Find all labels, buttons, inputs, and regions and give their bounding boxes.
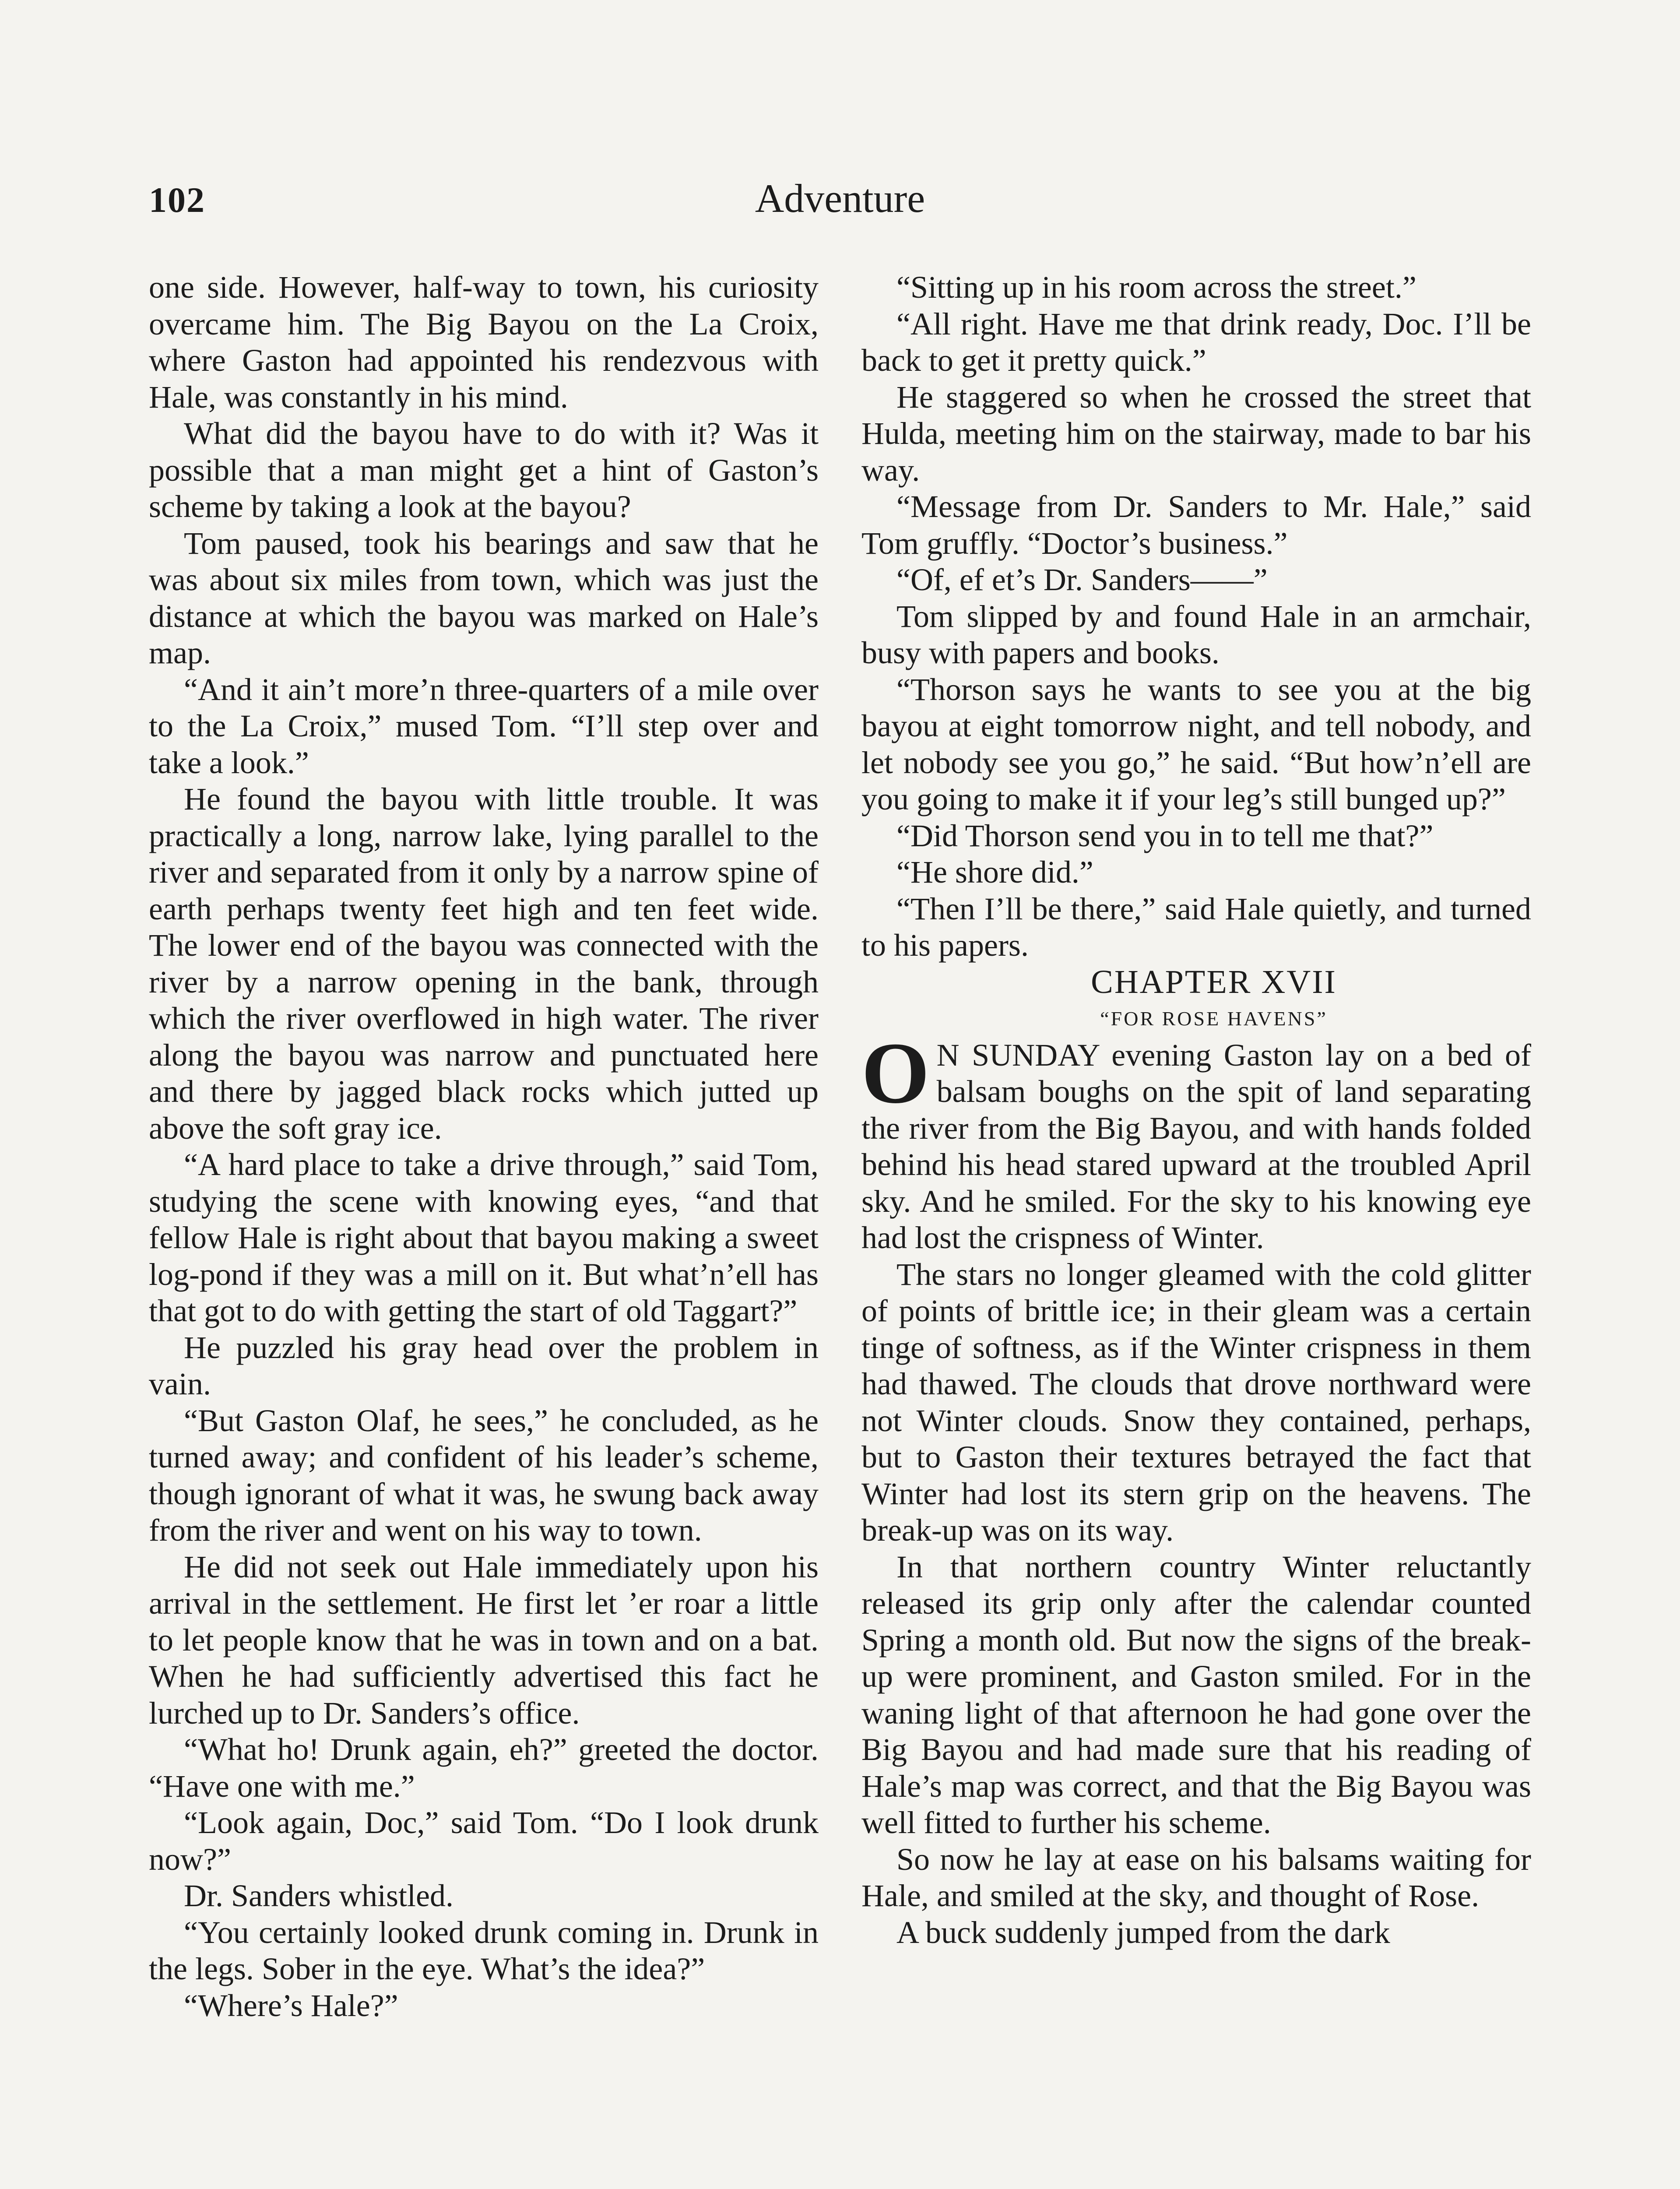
paragraph: one side. However, half-way to town, his curiosity overcame him. The Big Bayou on the La Croix, where Gaston had appointed his rendezvous with Hale, was constantly in his mind. <box>149 270 819 415</box>
paragraph: He did not seek out Hale immediately upon his arrival in the settlement. He first let ’er roar a little to let people know that he was in town and on a bat. When he had sufficiently advertised this fact he lurched up to Dr. Sanders’s office. <box>149 1549 819 1731</box>
left-column <box>149 269 819 2024</box>
paragraph: In that northern country Winter reluctantly released its grip only after the calendar counted Spring a month old. But now the signs of the break-up were prominent, and Gaston smiled. For in the waning light of that afternoon he had gone over the Big Bayou and had made sure that his reading of Hale’s map was correct, and that the Big Bayou was well fitted to further his scheme. <box>861 1549 1531 1840</box>
chapter-opening-paragraph <box>861 1024 1531 1256</box>
magazine-title: Adventure <box>755 176 925 221</box>
paragraph: “Sitting up in his room across the street.” <box>896 270 1416 305</box>
paragraph: “Of, ef et’s Dr. Sanders——” <box>896 562 1268 597</box>
drop-cap: O <box>861 1024 930 1122</box>
paragraph: He puzzled his gray head over the problem in vain. <box>149 1330 819 1401</box>
paragraph: “Message from Dr. Sanders to Mr. Hale,” said Tom gruffly. “Doctor’s business.” <box>861 489 1531 561</box>
paragraph: “Did Thorson send you in to tell me that?” <box>896 818 1434 853</box>
page-number: 102 <box>149 180 205 220</box>
paragraph: He staggered so when he crossed the street that Hulda, meeting him on the stairway, made to bar his way. <box>861 379 1531 488</box>
page-header <box>149 175 1531 232</box>
paragraph: “Look again, Doc,” said Tom. “Do I look drunk now?” <box>149 1805 819 1877</box>
paragraph: So now he lay at ease on his balsams waiting for Hale, and smiled at the sky, and thought of Rose. <box>861 1841 1531 1913</box>
paragraph: “What ho! Drunk again, eh?” greeted the doctor. “Have one with me.” <box>149 1732 819 1804</box>
chapter-subtitle: “FOR ROSE HAVENS” <box>1100 1007 1328 1030</box>
paragraph: What did the bayou have to do with it? Was it possible that a man might get a hint of Gaston’s scheme by taking a look at the bayou? <box>149 416 819 524</box>
paragraph: The stars no longer gleamed with the cold glitter of points of brittle ice; in their gleam was a certain tinge of softness, as if the Winter crispness in them had thawed. The clouds that drove northward were not Winter clouds. Snow they contained, perhaps, but to Gaston their textures betrayed the fact that Winter had lost its stern grip on the heavens. The break-up was on its way. <box>861 1256 1531 1548</box>
chapter-heading: CHAPTER XVII <box>1091 963 1337 1000</box>
paragraph: “You certainly looked drunk coming in. Drunk in the legs. Sober in the eye. What’s the idea?” <box>149 1914 819 1986</box>
paragraph: Tom paused, took his bearings and saw that he was about six miles from town, which was just the distance at which the bayou was marked on Hale’s map. <box>149 525 819 670</box>
paragraph: He found the bayou with little trouble. It was practically a long, narrow lake, lying parallel to the river and separated from it only by a narrow spine of earth perhaps twenty feet high and ten feet wide. The lower end of the bayou was connected with the river by a narrow opening in the bank, through which the river overflowed in high water. The river along the bayou was narrow and punctuated here and there by jagged black rocks which jutted up above the soft gray ice. <box>149 781 819 1146</box>
paragraph: “Thorson says he wants to see you at the big bayou at eight tomorrow night, and tell nobody, and let nobody see you go,” he said. “But how’n’ell are you going to make it if your leg’s still bunged up?” <box>861 672 1531 816</box>
opening-text: N SUNDAY evening Gaston lay on a bed of balsam boughs on the spit of land separating the river from the Big Bayou, and with hands folded behind his head stared upward at the troubled April sky. And he smiled. For the sky to his knowing eye had lost the crispness of Winter. <box>861 1037 1531 1255</box>
paragraph: “And it ain’t more’n three-quarters of a mile over to the La Croix,” mused Tom. “I’ll step over and take a look.” <box>149 672 819 780</box>
paragraph: Dr. Sanders whistled. <box>184 1878 453 1913</box>
paragraph: “Where’s Hale?” <box>184 1988 398 2023</box>
paragraph: “But Gaston Olaf, he sees,” he concluded, as he turned away; and confident of his leader’s scheme, though ignorant of what it was, he swung back away from the river and went on his way to town. <box>149 1403 819 1548</box>
right-column <box>861 269 1531 1951</box>
paragraph: “He shore did.” <box>896 855 1093 890</box>
paragraph: “A hard place to take a drive through,” said Tom, studying the scene with knowing eyes, “and that fellow Hale is right about that bayou making a sweet log-pond if they was a mill on it. But what’n’ell has that got to do with getting the start of old Taggart?” <box>149 1147 819 1328</box>
paragraph: A buck suddenly jumped from the dark <box>896 1914 1390 1950</box>
paragraph: “All right. Have me that drink ready, Doc. I’ll be back to get it pretty quick.” <box>861 306 1531 378</box>
paragraph: Tom slipped by and found Hale in an armchair, busy with papers and books. <box>861 598 1531 670</box>
paragraph: “Then I’ll be there,” said Hale quietly, and turned to his papers. <box>861 891 1531 963</box>
